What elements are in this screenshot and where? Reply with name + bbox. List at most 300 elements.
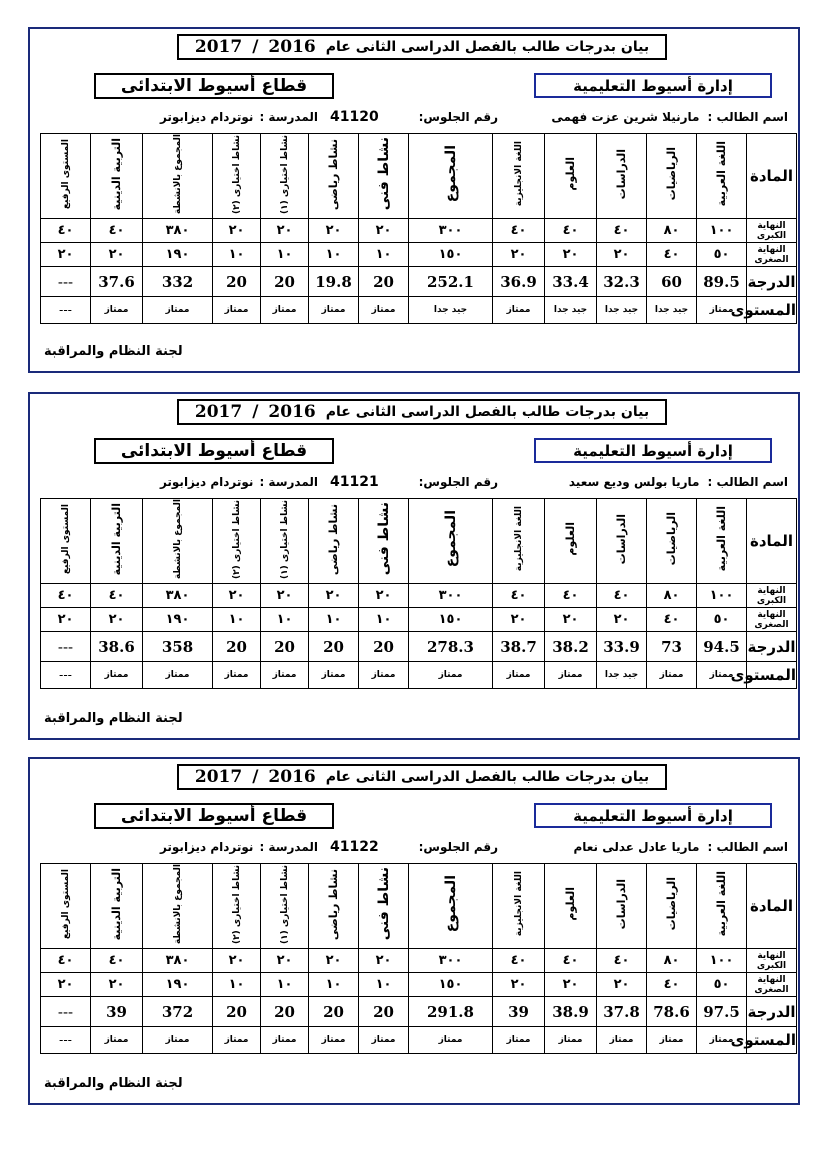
max-cell: ٢٠	[309, 219, 359, 243]
subject-name: التربية الدينية	[110, 867, 123, 941]
score-cell: 38.9	[545, 997, 597, 1027]
subject-header-cell	[493, 864, 545, 949]
max-cell: ٢٠	[359, 219, 409, 243]
score-cell: ---	[41, 997, 91, 1027]
subject-header-cell	[359, 134, 409, 219]
report-title	[177, 764, 667, 790]
max-cell: ٣٠٠	[409, 219, 493, 243]
max-row	[41, 584, 797, 608]
min-cell: ٢٠	[545, 973, 597, 997]
min-cell: ٢٠	[493, 243, 545, 267]
year-separator: /	[252, 37, 259, 57]
report-title	[177, 399, 667, 425]
min-cell: ٤٠	[647, 973, 697, 997]
max-cell: ٤٠	[91, 949, 143, 973]
subject-header-cell	[597, 499, 647, 584]
subject-name: المجموع بالانشطة	[172, 134, 183, 215]
student-name-label: اسم الطالب :	[707, 840, 788, 854]
max-cell: ٢٠	[213, 219, 261, 243]
school-field	[160, 107, 318, 127]
level-cell: ممتاز	[647, 662, 697, 689]
subject-name: العلوم	[564, 522, 577, 556]
school-field	[160, 472, 318, 492]
score-label: الدرجة	[747, 632, 797, 662]
subject-name: الرياضيات	[665, 147, 678, 201]
max-cell: ٨٠	[647, 949, 697, 973]
level-cell: ممتاز	[493, 297, 545, 324]
score-cell: 332	[143, 267, 213, 297]
min-cell: ١٥٠	[409, 973, 493, 997]
subject-header-cell	[309, 134, 359, 219]
min-cell: ٢٠	[597, 243, 647, 267]
max-cell: ٢٠	[309, 949, 359, 973]
subject-name: نشاط اختيارى (٢)	[231, 134, 242, 214]
level-row	[41, 662, 797, 689]
min-cell: ٢٠	[41, 243, 91, 267]
subjects-row	[41, 134, 797, 219]
subjects-row	[41, 864, 797, 949]
subject-header-cell	[309, 864, 359, 949]
subject-header-cell	[309, 499, 359, 584]
subject-name: الدراسات	[615, 148, 628, 200]
max-cell: ٤٠	[545, 219, 597, 243]
student-name-field	[551, 107, 788, 127]
report-title-text: بيان بدرجات طالب بالفصل الدراسى الثانى عام	[325, 39, 650, 55]
school-label: المدرسة :	[259, 475, 318, 489]
report-title-text: بيان بدرجات طالب بالفصل الدراسى الثانى عام	[325, 404, 650, 420]
subject-header-cell	[91, 134, 143, 219]
score-cell: 89.5	[697, 267, 747, 297]
level-cell: ممتاز	[213, 662, 261, 689]
score-cell: 20	[213, 997, 261, 1027]
committee-label: لجنة النظام والمراقبة	[44, 344, 183, 359]
subject-name: نشاط اختيارى (١)	[279, 499, 290, 579]
max-cell: ٨٠	[647, 219, 697, 243]
score-cell: 94.5	[697, 632, 747, 662]
subject-name: الدراسات	[615, 513, 628, 565]
min-cell: ٢٠	[597, 608, 647, 632]
level-cell: ممتاز	[597, 1027, 647, 1054]
seat-number: 41120	[330, 109, 379, 125]
score-cell: 37.6	[91, 267, 143, 297]
score-row	[41, 997, 797, 1027]
max-cell: ٢٠	[261, 949, 309, 973]
max-cell: ٤٠	[597, 219, 647, 243]
level-cell: ممتاز	[309, 662, 359, 689]
score-cell: 20	[261, 267, 309, 297]
subject-header-cell	[409, 864, 493, 949]
student-name-field	[573, 837, 788, 857]
sector-box: قطاع أسيوط الابتدائى	[94, 438, 334, 464]
min-cell: ١٥٠	[409, 243, 493, 267]
max-row	[41, 949, 797, 973]
subject-header-cell	[41, 499, 91, 584]
subject-name: التربية الدينية	[110, 137, 123, 211]
student-grade-card	[28, 757, 800, 1105]
subject-header: المادة	[747, 134, 797, 219]
level-cell: ممتاز	[261, 297, 309, 324]
subject-name: نشاط رياضى	[327, 503, 340, 575]
subject-header-cell	[545, 864, 597, 949]
seat-label: رقم الجلوس:	[418, 475, 498, 489]
subject-header-cell	[213, 864, 261, 949]
level-cell: ممتاز	[697, 662, 747, 689]
max-cell: ١٠٠	[697, 584, 747, 608]
subject-header-cell	[647, 499, 697, 584]
subject-header-cell	[213, 134, 261, 219]
school-name: نوتردام ديزابوتر	[159, 840, 254, 854]
student-name-field	[569, 472, 788, 492]
level-cell: ممتاز	[697, 1027, 747, 1054]
min-cell: ١٠	[309, 608, 359, 632]
score-cell: 33.4	[545, 267, 597, 297]
level-cell: ممتاز	[409, 662, 493, 689]
year-end: 2017	[194, 402, 243, 422]
score-cell: 20	[261, 632, 309, 662]
min-cell: ٥٠	[697, 608, 747, 632]
score-cell: 372	[143, 997, 213, 1027]
level-cell: ---	[41, 297, 91, 324]
year-separator: /	[252, 402, 259, 422]
max-cell: ٤٠	[597, 584, 647, 608]
admin-box: إدارة أسيوط التعليمية	[534, 803, 772, 828]
min-cell: ٤٠	[647, 608, 697, 632]
level-cell: ممتاز	[143, 662, 213, 689]
subject-name: المجموع بالانشطة	[172, 499, 183, 580]
school-label: المدرسة :	[259, 840, 318, 854]
student-grade-card	[28, 27, 800, 373]
level-cell: ممتاز	[359, 662, 409, 689]
school-name: نوتردام ديزابوتر	[159, 475, 254, 489]
score-cell: 291.8	[409, 997, 493, 1027]
min-cell: ١٠	[309, 973, 359, 997]
subject-header-cell	[261, 499, 309, 584]
level-cell: ممتاز	[359, 297, 409, 324]
score-label: الدرجة	[747, 267, 797, 297]
level-label: المستوى	[747, 1027, 797, 1054]
score-cell: ---	[41, 632, 91, 662]
min-cell: ١٠	[213, 973, 261, 997]
min-cell: ٢٠	[91, 608, 143, 632]
subject-header-cell	[143, 134, 213, 219]
score-cell: 20	[261, 997, 309, 1027]
score-label: الدرجة	[747, 997, 797, 1027]
seat-number: 41121	[330, 474, 379, 490]
subject-name: اللغة الانجليزية	[513, 871, 524, 937]
min-cell: ٢٠	[493, 608, 545, 632]
max-cell: ٤٠	[91, 584, 143, 608]
subject-name: اللغة العربية	[715, 506, 728, 572]
level-cell: ممتاز	[309, 1027, 359, 1054]
subject-name: اللغة العربية	[715, 141, 728, 207]
level-cell: ممتاز	[545, 662, 597, 689]
subject-header-cell	[213, 499, 261, 584]
max-label: النهاية الكبرى	[747, 949, 797, 973]
subject-header: المادة	[747, 499, 797, 584]
score-cell: 19.8	[309, 267, 359, 297]
subject-header-cell	[493, 499, 545, 584]
score-cell: 20	[359, 997, 409, 1027]
level-row	[41, 297, 797, 324]
max-cell: ٣٠٠	[409, 949, 493, 973]
subject-header-cell	[143, 499, 213, 584]
min-cell: ٥٠	[697, 243, 747, 267]
min-cell: ١٠	[359, 608, 409, 632]
level-cell: ممتاز	[309, 297, 359, 324]
level-cell: ممتاز	[359, 1027, 409, 1054]
max-cell: ٨٠	[647, 584, 697, 608]
score-row	[41, 267, 797, 297]
min-cell: ١٩٠	[143, 608, 213, 632]
level-cell: ممتاز	[493, 662, 545, 689]
year-end: 2017	[194, 767, 243, 787]
max-cell: ١٠٠	[697, 949, 747, 973]
max-cell: ٢٠	[213, 949, 261, 973]
min-cell: ١٠	[213, 608, 261, 632]
subject-name: الدراسات	[615, 878, 628, 930]
student-name-label: اسم الطالب :	[707, 475, 788, 489]
min-cell: ٤٠	[647, 243, 697, 267]
score-cell: 33.9	[597, 632, 647, 662]
score-cell: 20	[213, 632, 261, 662]
subject-header-cell	[359, 499, 409, 584]
subject-name: المستوى الرفيع	[60, 869, 71, 940]
subject-name: نشاط اختيارى (١)	[279, 864, 290, 944]
subject-name: العلوم	[564, 887, 577, 921]
score-cell: 20	[359, 267, 409, 297]
level-cell: جيد جدا	[409, 297, 493, 324]
committee-label: لجنة النظام والمراقبة	[44, 1076, 183, 1091]
level-cell: ---	[41, 662, 91, 689]
max-cell: ٣٨٠	[143, 219, 213, 243]
seat-label: رقم الجلوس:	[418, 840, 498, 854]
subject-name: العلوم	[564, 157, 577, 191]
subject-header-cell	[493, 134, 545, 219]
seat-label: رقم الجلوس:	[418, 110, 498, 124]
score-cell: 78.6	[647, 997, 697, 1027]
max-cell: ٤٠	[545, 584, 597, 608]
score-cell: 38.2	[545, 632, 597, 662]
subject-name: المجموع	[442, 145, 459, 203]
subject-name: المستوى الرفيع	[60, 504, 71, 575]
min-label: النهاية الصغرى	[747, 243, 797, 267]
subject-name: المجموع	[442, 875, 459, 933]
subject-name: نشاط فنى	[375, 137, 392, 211]
max-cell: ٤٠	[597, 949, 647, 973]
admin-box: إدارة أسيوط التعليمية	[534, 438, 772, 463]
score-cell: 32.3	[597, 267, 647, 297]
max-cell: ٢٠	[213, 584, 261, 608]
subject-header-cell	[697, 134, 747, 219]
score-cell: 358	[143, 632, 213, 662]
subject-header-cell	[91, 499, 143, 584]
max-cell: ٤٠	[91, 219, 143, 243]
score-cell: 20	[213, 267, 261, 297]
subject-header: المادة	[747, 864, 797, 949]
level-row	[41, 1027, 797, 1054]
subjects-row	[41, 499, 797, 584]
score-cell: 73	[647, 632, 697, 662]
level-cell: ممتاز	[213, 1027, 261, 1054]
score-cell: 39	[493, 997, 545, 1027]
subject-name: اللغة الانجليزية	[513, 506, 524, 572]
level-cell: ممتاز	[261, 662, 309, 689]
seat-number: 41122	[330, 839, 379, 855]
score-cell: 252.1	[409, 267, 493, 297]
score-cell: 60	[647, 267, 697, 297]
min-row	[41, 243, 797, 267]
subject-name: التربية الدينية	[110, 502, 123, 576]
sector-box: قطاع أسيوط الابتدائى	[94, 803, 334, 829]
subject-name: نشاط رياضى	[327, 138, 340, 210]
max-cell: ٢٠	[359, 949, 409, 973]
min-row	[41, 608, 797, 632]
level-cell: ممتاز	[143, 297, 213, 324]
subject-header-cell	[91, 864, 143, 949]
student-grade-card	[28, 392, 800, 740]
max-cell: ٢٠	[309, 584, 359, 608]
max-cell: ٤٠	[41, 219, 91, 243]
year-start: 2016	[268, 767, 316, 787]
min-cell: ١٩٠	[143, 243, 213, 267]
min-cell: ١٠	[213, 243, 261, 267]
min-cell: ٢٠	[597, 973, 647, 997]
report-title-text: بيان بدرجات طالب بالفصل الدراسى الثانى عام	[325, 769, 650, 785]
admin-box: إدارة أسيوط التعليمية	[534, 73, 772, 98]
level-cell: ممتاز	[545, 1027, 597, 1054]
student-name: ماريا عادل عدلى نعام	[573, 840, 700, 854]
score-cell: 97.5	[697, 997, 747, 1027]
score-cell: 38.6	[91, 632, 143, 662]
max-cell: ٤٠	[493, 584, 545, 608]
year-end: 2017	[194, 37, 243, 57]
max-cell: ٤٠	[493, 949, 545, 973]
level-cell: ممتاز	[143, 1027, 213, 1054]
level-cell: جيد جدا	[597, 297, 647, 324]
level-cell: ممتاز	[697, 297, 747, 324]
subject-name: المجموع	[442, 510, 459, 568]
min-cell: ١٥٠	[409, 608, 493, 632]
level-cell: ---	[41, 1027, 91, 1054]
score-cell: 37.8	[597, 997, 647, 1027]
max-label: النهاية الكبرى	[747, 584, 797, 608]
subject-header-cell	[597, 864, 647, 949]
score-cell: ---	[41, 267, 91, 297]
subject-header-cell	[597, 134, 647, 219]
report-title	[177, 34, 667, 60]
level-cell: ممتاز	[647, 1027, 697, 1054]
min-cell: ١٠	[261, 973, 309, 997]
subject-name: نشاط فنى	[375, 867, 392, 941]
min-cell: ٢٠	[91, 243, 143, 267]
max-cell: ٣٨٠	[143, 949, 213, 973]
min-cell: ١٠	[309, 243, 359, 267]
max-cell: ٤٠	[493, 219, 545, 243]
year-start: 2016	[268, 402, 316, 422]
score-cell: 278.3	[409, 632, 493, 662]
school-label: المدرسة :	[259, 110, 318, 124]
score-row	[41, 632, 797, 662]
level-cell: جيد جدا	[647, 297, 697, 324]
max-cell: ٤٠	[41, 949, 91, 973]
level-cell: ممتاز	[91, 662, 143, 689]
level-cell: ممتاز	[261, 1027, 309, 1054]
max-label: النهاية الكبرى	[747, 219, 797, 243]
subject-header-cell	[261, 134, 309, 219]
min-cell: ٢٠	[545, 608, 597, 632]
subject-header-cell	[697, 864, 747, 949]
min-cell: ١٠	[261, 243, 309, 267]
student-name: مارنيلا شرين عزت فهمى	[551, 110, 700, 124]
level-cell: جيد جدا	[545, 297, 597, 324]
max-cell: ١٠٠	[697, 219, 747, 243]
min-label: النهاية الصغرى	[747, 608, 797, 632]
school-name: نوتردام ديزابوتر	[159, 110, 254, 124]
min-cell: ٢٠	[41, 973, 91, 997]
max-cell: ٤٠	[545, 949, 597, 973]
grades-table	[40, 863, 797, 1054]
score-cell: 38.7	[493, 632, 545, 662]
max-row	[41, 219, 797, 243]
max-cell: ٢٠	[261, 584, 309, 608]
subject-header-cell	[41, 864, 91, 949]
subject-name: اللغة العربية	[715, 871, 728, 937]
subject-header-cell	[697, 499, 747, 584]
subject-name: نشاط اختيارى (٢)	[231, 864, 242, 944]
grades-table	[40, 133, 797, 324]
subject-name: المجموع بالانشطة	[172, 864, 183, 945]
min-cell: ١٠	[359, 973, 409, 997]
level-cell: ممتاز	[409, 1027, 493, 1054]
subject-name: نشاط رياضى	[327, 868, 340, 940]
max-cell: ٣٨٠	[143, 584, 213, 608]
level-cell: جيد جدا	[597, 662, 647, 689]
level-cell: ممتاز	[493, 1027, 545, 1054]
student-name-label: اسم الطالب :	[707, 110, 788, 124]
score-cell: 20	[309, 632, 359, 662]
level-cell: ممتاز	[213, 297, 261, 324]
student-name: ماريا بولس وديع سعيد	[568, 475, 700, 489]
subject-name: نشاط اختيارى (٢)	[231, 499, 242, 579]
year-separator: /	[252, 767, 259, 787]
school-field	[160, 837, 318, 857]
subject-header-cell	[647, 134, 697, 219]
score-cell: 20	[359, 632, 409, 662]
subject-header-cell	[409, 499, 493, 584]
score-cell: 20	[309, 997, 359, 1027]
min-label: النهاية الصغرى	[747, 973, 797, 997]
min-cell: ١٠	[261, 608, 309, 632]
grades-table	[40, 498, 797, 689]
min-cell: ٢٠	[545, 243, 597, 267]
max-cell: ٢٠	[359, 584, 409, 608]
subject-header-cell	[545, 134, 597, 219]
subject-name: نشاط فنى	[375, 502, 392, 576]
min-cell: ٢٠	[493, 973, 545, 997]
subject-header-cell	[647, 864, 697, 949]
level-cell: ممتاز	[91, 297, 143, 324]
committee-label: لجنة النظام والمراقبة	[44, 711, 183, 726]
min-cell: ٢٠	[91, 973, 143, 997]
sector-box: قطاع أسيوط الابتدائى	[94, 73, 334, 99]
min-cell: ٥٠	[697, 973, 747, 997]
subject-name: المستوى الرفيع	[60, 139, 71, 210]
min-cell: ١٩٠	[143, 973, 213, 997]
subject-header-cell	[261, 864, 309, 949]
subject-header-cell	[359, 864, 409, 949]
level-label: المستوى	[747, 662, 797, 689]
level-label: المستوى	[747, 297, 797, 324]
